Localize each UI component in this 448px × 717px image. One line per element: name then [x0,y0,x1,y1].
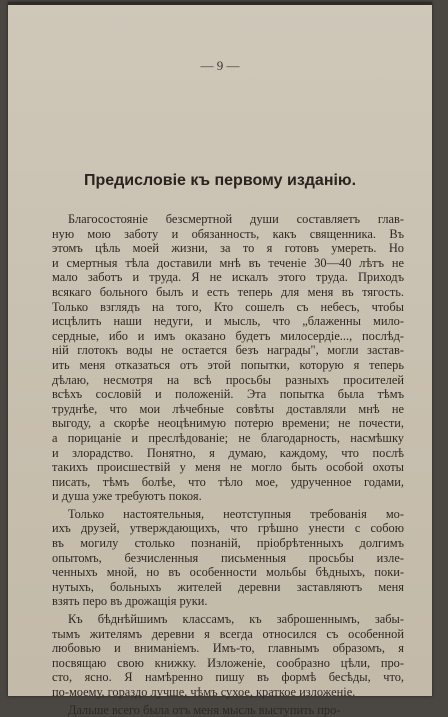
text-line: ихъ друзей, утверждающихъ, что грѣшно унести с собою [52,521,404,536]
text-line: и злорадство. Понятно, я думаю, каждому, что послѣ [52,445,404,460]
text-line: въ могилу столько познаній, пріобрѣтенныхъ долгимъ [52,536,404,551]
text-line: мало заботъ и труда. Я не искалъ этого труда. Приходъ [52,270,404,285]
text-line: взять перо въ дрожащія руки. [52,594,208,609]
text-line: этомъ цѣль моей жизни, за то я готовъ умереть. Но [52,241,404,256]
text-line: а порицаніе и преслѣдованіе; не благодарность, насмѣшку [52,430,404,445]
text-line: исцѣлить наши недуги, и мысль, что „блаженны мило- [52,314,404,329]
text-line: выгоду, а скорѣе неоцѣнимую потерю времени; не почести, [52,416,404,431]
page-title: Предисловіе къ первому изданію. [83,172,357,189]
text-line: посвящаю свою книжку. Изложеніе, сообразно цѣли, про- [52,655,404,670]
text-line: Къ бѣднѣйшимъ классамъ, къ заброшеннымъ, забы- [68,612,404,627]
text-line: и смертныя тѣла доставили мнѣ въ теченіе 30—40 лѣтъ не [52,255,404,270]
page-number: — 9 — [200,58,240,73]
text-line: и душа уже требуютъ покоя. [52,489,202,504]
text-line: всякаго больного былъ и есть теперь для меня въ тягость. [52,284,404,299]
text-line: Только взглядъ на того, Кто сошелъ съ небесъ, чтобы [52,299,404,314]
text-line: ить меня отказаться отъ этой попытки, которую я теперь [52,357,404,372]
text-line: ній глотокъ воды не остается безъ награды", могли застав- [52,343,404,358]
paragraph [52,612,404,700]
text-line: Благосостояніе безсмертной души составляетъ глав- [68,212,404,226]
preface-text [52,212,404,717]
text-line: всѣхъ сословій и положеній. Эта попытка была тѣмъ [52,387,404,402]
text-line: сердные, ибо и имъ оказано будетъ милосердіе..., послѣд- [52,328,404,343]
text-line: нутыхъ, больныхъ жителей деревни заставляютъ меня [52,579,404,594]
text-line: по-моему, гораздо лучше, чѣмъ сухое, краткое изложеніе. [52,685,356,699]
text-line: такихъ происшествій у меня не могло быть особой охоты [52,460,404,475]
text-line: Только настоятельныя, неотступныя требованія мо- [68,506,404,521]
text-line: Дальше всего была отъ меня мысль выступить про- [68,702,341,717]
text-line: ную мою заботу и обязанность, какъ священника. Въ [52,226,404,241]
text-line: писать, тѣмъ болѣе, что тѣло мое, удрученное годами, [52,474,404,489]
text-line: дѣлаю, несмотря на всѣ просьбы разныхъ просителей [52,372,404,387]
text-line: любовью и вниманіемъ. Имъ-то, главнымъ образомъ, я [52,641,404,656]
text-line: сто, ясно. Я намѣренно пишу въ формѣ бесѣды, что, [52,670,404,685]
paragraph [52,212,404,504]
text-line: труднѣе, что мои лѣчебные совѣты доставляли мнѣ не [52,401,404,416]
book-page [8,2,432,717]
text-line: опытомъ, безчисленныя письменныя просьбы изле- [52,550,404,565]
paragraph [52,703,404,717]
text-line: тымъ жителямъ деревни я всегда относился съ особенной [52,626,404,641]
text-line: ченныхъ мной, но въ особенности мольбы бѣдныхъ, поки- [52,565,404,580]
page-top-edge [8,2,432,5]
paragraph [52,507,404,609]
